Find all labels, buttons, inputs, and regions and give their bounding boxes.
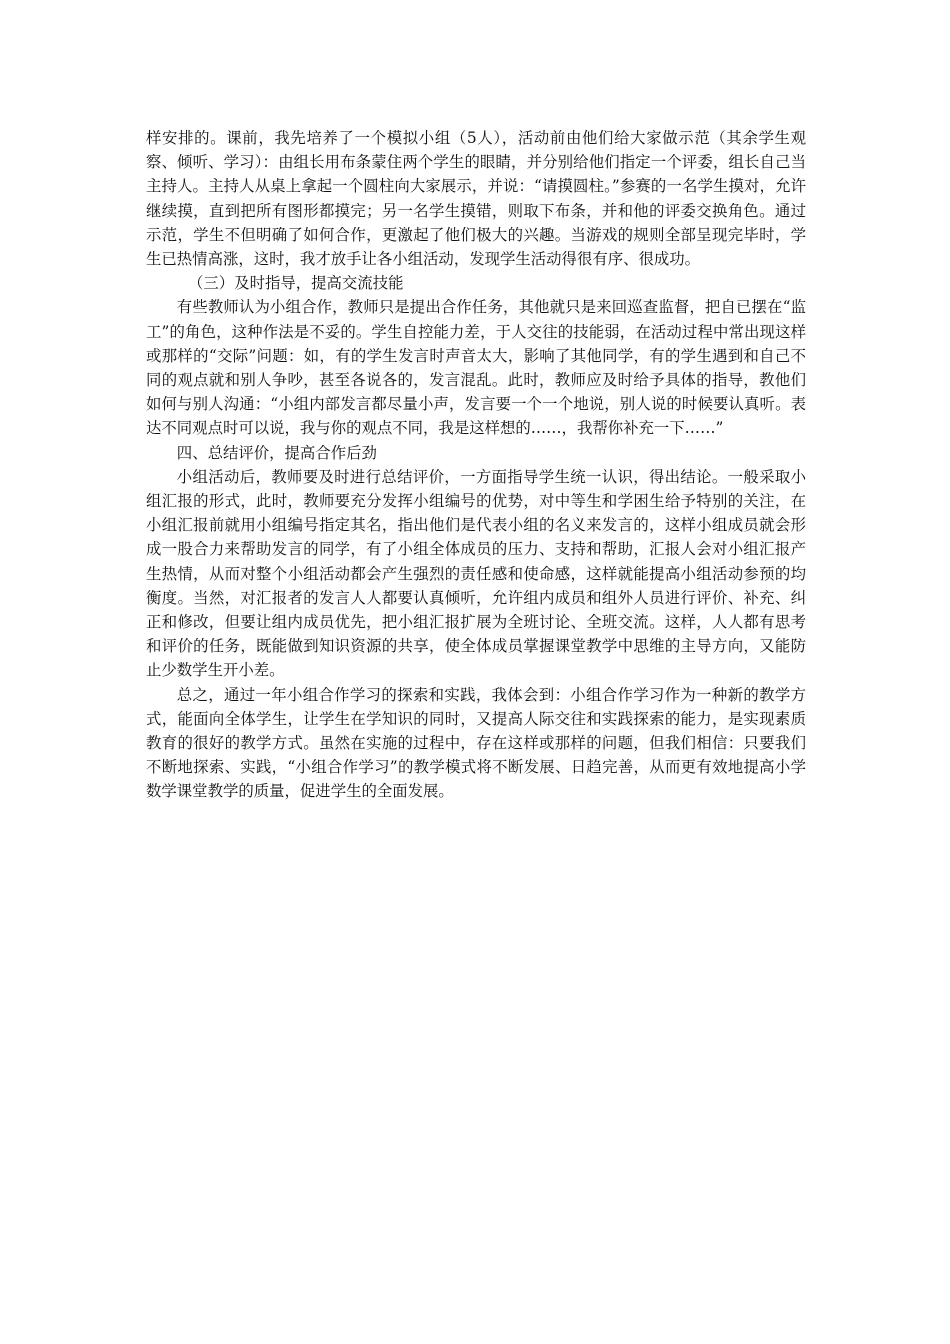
paragraph-evaluation: 小组活动后，教师要及时进行总结评价，一方面指导学生统一认识，得出结论。一般采取小组汇报的形式，此时，教师要充分发挥小组编号的优势，对中等生和学困生给予特别的关注，在小组汇报前就用小组编号指定其名，指出他们是代表小组的名义来发言的，这样小组成员就会形成一股合力来帮助发言的同学，有了小组全体成员的压力、支持和帮助，汇报人会对小组汇报产生热情，从而对整个小组活动都会产生强烈的责任感和使命感，这样就能提高小组活动参预的均衡度。当然，对汇报者的发言人人都要认真倾听，允许组内成员和组外人员进行评价、补充、纠正和修改，但要让组内成员优先，把小组汇报扩展为全班讨论、全班交流。这样，人人都有思考和评价的任务，既能做到知识资源的共享，使全体成员掌握课堂教学中思维的主导方向，又能防止少数学生开小差。 [146,467,806,680]
paragraph-guidance: 有些教师认为小组合作，教师只是提出合作任务，其他就只是来回巡查监督，把自已摆在“监工”的角色，这种作法是不妥的。学生自控能力差，于人交往的技能弱，在活动过程中常出现这样或那样的“交际”问题：如，有的学生发言时声音太大，影响了其他同学，有的学生遇到和自己不同的观点就和别人争吵，甚至各说各的，发言混乱。此时，教师应及时给予具体的指导，教他们如何与别人沟通：“小组内部发言都尽量小声，发言要一个一个地说，别人说的时候要认真听。表达不同观点时可以说，我与你的观点不同，我是这样想的……，我帮你补充一下……” [146,298,806,438]
section-heading-3: （三）及时指导，提高交流技能 [188,274,404,293]
document-body [146,126,806,804]
paragraph-conclusion: 总之，通过一年小组合作学习的探索和实践，我体会到：小组合作学习作为一种新的教学方式，能面向全体学生，让学生在学知识的同时，又提高人际交往和实践探索的能力，是实现素质教育的很好的教学方式。虽然在实施的过程中，存在这样或那样的问题，但我们相信：只要我们不断地探索、实践，“小组合作学习”的教学模式将不断发展、日趋完善，从而更有效地提高小学数学课堂教学的质量，促进学生的全面发展。 [146,685,806,801]
paragraph-continuation: 样安排的。课前，我先培养了一个模拟小组（5人），活动前由他们给大家做示范（其余学生观察、倾听、学习）：由组长用布条蒙住两个学生的眼睛，并分别给他们指定一个评委，组长自己当主持人。主持人从桌上拿起一个圆柱向大家展示，并说：“请摸圆柱。”参赛的一名学生摸对，允许继续摸，直到把所有图形都摸完；另一名学生摸错，则取下布条，并和他的评委交换角色。通过示范，学生不但明确了如何合作，更激起了他们极大的兴趣。当游戏的规则全部呈现完毕时，学生已热情高涨，这时，我才放手让各小组活动，发现学生活动得很有序、很成功。 [146,129,806,269]
section-heading-4: 四、总结评价，提高合作后劲 [176,443,377,462]
